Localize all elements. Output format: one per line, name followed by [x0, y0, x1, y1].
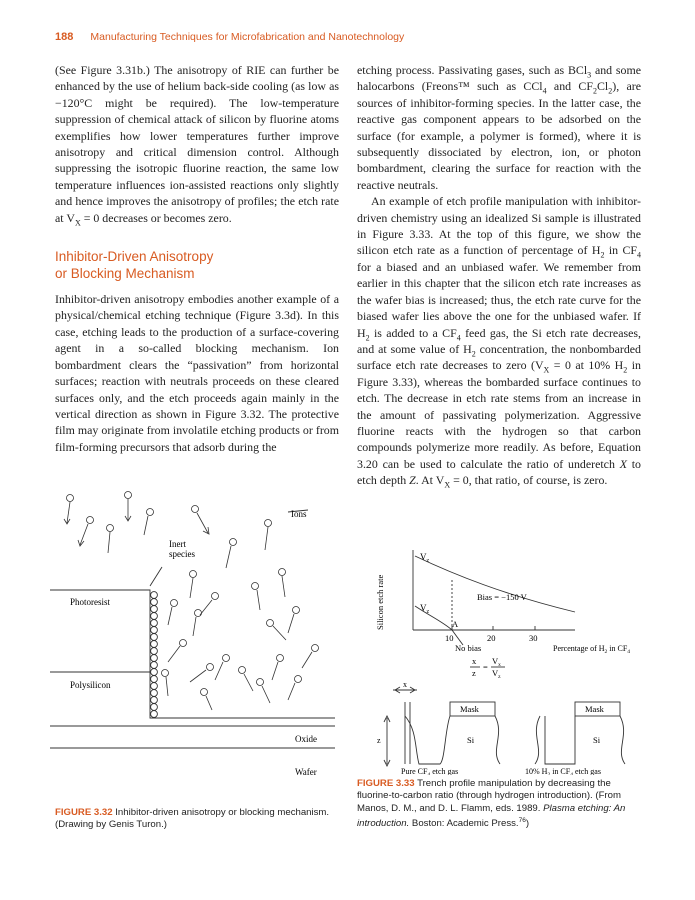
- si-label-left: Si: [467, 735, 475, 745]
- neutral-12: [168, 640, 187, 663]
- left-paragraph-2: Inhibitor-driven anisotropy embodies another example of a physical/chemical etching technique (Figure 3.3d). In this case, etching leads to the production of a surface-covering agent in a so-called blocking mechanism. Ion bombardment clears the “passivation” from horizontal surfaces; reaction with neutrals proceeds on these cleared surfaces only, and the etch proceeds again mainly in the vertical direction as shown in Figure 3.32. The protective film may originate from involatile etching products or from film-forming precursors that adsorb during the: [55, 292, 339, 454]
- neutral-14: [272, 655, 284, 681]
- trench-right: [545, 716, 575, 764]
- eq-vx: $V_x$: [492, 656, 501, 668]
- neutral-15: [302, 645, 319, 669]
- si-right-break-2: [535, 716, 540, 764]
- figure-3-32-drawing: [50, 490, 350, 790]
- label-polysilicon: Polysilicon: [70, 680, 111, 690]
- neutral-8: [168, 600, 178, 626]
- neutral-1: [78, 517, 94, 547]
- ion-2: [125, 492, 132, 522]
- neutral-3: [144, 509, 154, 536]
- neutral-11: [267, 620, 287, 641]
- running-title: Manufacturing Techniques for Microfabrication and Nanotechnology: [90, 31, 405, 43]
- neutral-7: [279, 569, 286, 598]
- si-left-break: [495, 716, 500, 764]
- ion-4: [265, 520, 272, 551]
- si-left-edge: [405, 702, 410, 764]
- right-column: [357, 62, 641, 489]
- mask-label-left: Mask: [460, 704, 479, 714]
- neutral-2: [107, 525, 114, 554]
- page-number: 188: [55, 31, 74, 43]
- figure-3-32-caption: FIGURE 3.32 Inhibitor-driven anisotropy or blocking mechanism. (Drawing by Genis Turon.): [55, 807, 330, 831]
- right-gas-label: 10% $H_2$ in $CF_4$ etch gas: [525, 767, 601, 775]
- neutral-17: [239, 667, 254, 692]
- section-heading: Inhibitor-Driven Anisotropy or Blocking Mechanism: [55, 249, 214, 282]
- label-photoresist: Photoresist: [70, 597, 111, 607]
- tick-label-20: 20: [487, 633, 496, 643]
- label-species: species: [169, 549, 195, 559]
- tick-label-10: 10: [445, 633, 454, 643]
- eq-x: x: [472, 656, 477, 666]
- neutral-18: [162, 670, 169, 697]
- left-column: [55, 62, 339, 455]
- eq-vz: $V_z$: [492, 668, 501, 680]
- ion-3: [192, 506, 210, 535]
- vz-top: $V_z$: [420, 552, 430, 564]
- eq-equals: =: [483, 662, 488, 672]
- vz-low: $V_z$: [420, 603, 430, 615]
- neutral-9: [193, 610, 202, 637]
- neutral-21: [201, 689, 213, 711]
- neutral-10: [288, 607, 300, 634]
- dim-x-label: x: [403, 680, 407, 689]
- figure-3-33-drawing: [365, 550, 655, 775]
- dim-z-label: z: [377, 736, 381, 745]
- eq-z: z: [472, 668, 476, 678]
- bias-curve: [415, 556, 575, 612]
- trench-left: [405, 716, 450, 764]
- sidewall-passivation: [151, 592, 158, 718]
- neutral-6: [252, 583, 261, 611]
- ion-1: [64, 495, 74, 525]
- x-axis-label: Percentage of $H_2$ in $CF_4$: [553, 644, 631, 655]
- mask-label-right: Mask: [585, 704, 604, 714]
- y-axis-label: Silicon etch rate: [375, 574, 385, 630]
- inert-leader: [150, 567, 162, 586]
- label-wafer: Wafer: [295, 767, 317, 777]
- label-ions: Ions: [291, 509, 307, 519]
- ion-5: [226, 539, 237, 569]
- label-oxide: Oxide: [295, 734, 317, 744]
- right-paragraph-2: An example of etch profile manipulation with inhibitor-driven chemistry using an idealized Si sample is illustrated in Figure 3.33. At the top of this figure, we show the silicon etch rate as a function of percentage of $H_2$ in $CF_4$ for a biased and an unbiased wafer. We remember from earlier in this chapter that the silicon etch rate increases as the wafer bias is increased; thus, the etch rate curve for the biased wafer lies above the one for the unbiased wafer. If $H_2$ is added to a $CF_4$ feed gas, the Si etch rate decreases, and at some value of $H_2$ concentration, the nonbombarded surface etch rate decreases to zero ($V_X = 0$ at 10% $H_2$ in Figure 3.33), whereas the bombarded surface continues to etch. The decrease in etch rate stems from an increase in the amount of passivating polymerization. Aggressive fluorine reacts with the hydrogen so that carbon compounds polymerize more readily. As before, Equation 3.20 can be used to calculate the ratio of underetch X to etch depth Z. At $V_X = 0$, that ratio, of course, is zero.: [357, 194, 641, 490]
- neutral-5: [200, 593, 219, 616]
- figure-3-33-caption: FIGURE 3.33 Trench profile manipulation by decreasing the fluorine-to-carbon ratio (through hydrogen introduction). (From Manos, D. M., and D. L. Flamm, eds. 1989. Plasma etching: An introduction. Boston: Academic Press.$^{76}$): [357, 778, 626, 830]
- bias-label: Bias = −150 V: [477, 592, 527, 602]
- no-bias-label: No bias: [455, 643, 482, 653]
- left-gas-label: Pure $CF_4$ etch gas: [401, 767, 459, 775]
- tick-label-30: 30: [529, 633, 538, 643]
- neutral-16: [190, 664, 214, 683]
- point-a: A: [452, 619, 459, 629]
- neutral-19: [288, 676, 302, 701]
- polysilicon-edge: [150, 672, 335, 718]
- running-header: [55, 31, 404, 43]
- neutral-13: [215, 655, 230, 681]
- si-label-right: Si: [593, 735, 601, 745]
- left-paragraph-1: (See Figure 3.31b.) The anisotropy of RIE can further be enhanced by the use of helium back-side cooling (as low as −120°C might be required). The low-temperature suppression of chemical attack of silicon by fluorine atoms exemplifies how lower temperatures further improve anisotropy and critical dimension control. Although suppressing the isotropic fluorine reaction, the same low temperature influences ion-assisted reactions only slightly and hence improves the anisotropy of profiles; the etch rate at $V_X = 0$ decreases or becomes zero.: [55, 63, 339, 228]
- neutral-4: [190, 571, 197, 599]
- neutral-20: [257, 679, 271, 704]
- label-inert: Inert: [169, 539, 186, 549]
- si-right-break: [620, 716, 625, 764]
- right-paragraph-1: etching process. Passivating gases, such as BCl$_3$ and some halocarbons (Freons™ such as CCl$_4$ and $CF_2Cl_2$), are sources of inhibitor-forming species. In the latter case, the reactive gas component appears to be adsorbed on the surface (for example, a polymer is formed), where it is subsequently dissociated by electron, ion, or photon bombardment, clearing the surface for reaction with the reactive neutrals.: [357, 63, 642, 192]
